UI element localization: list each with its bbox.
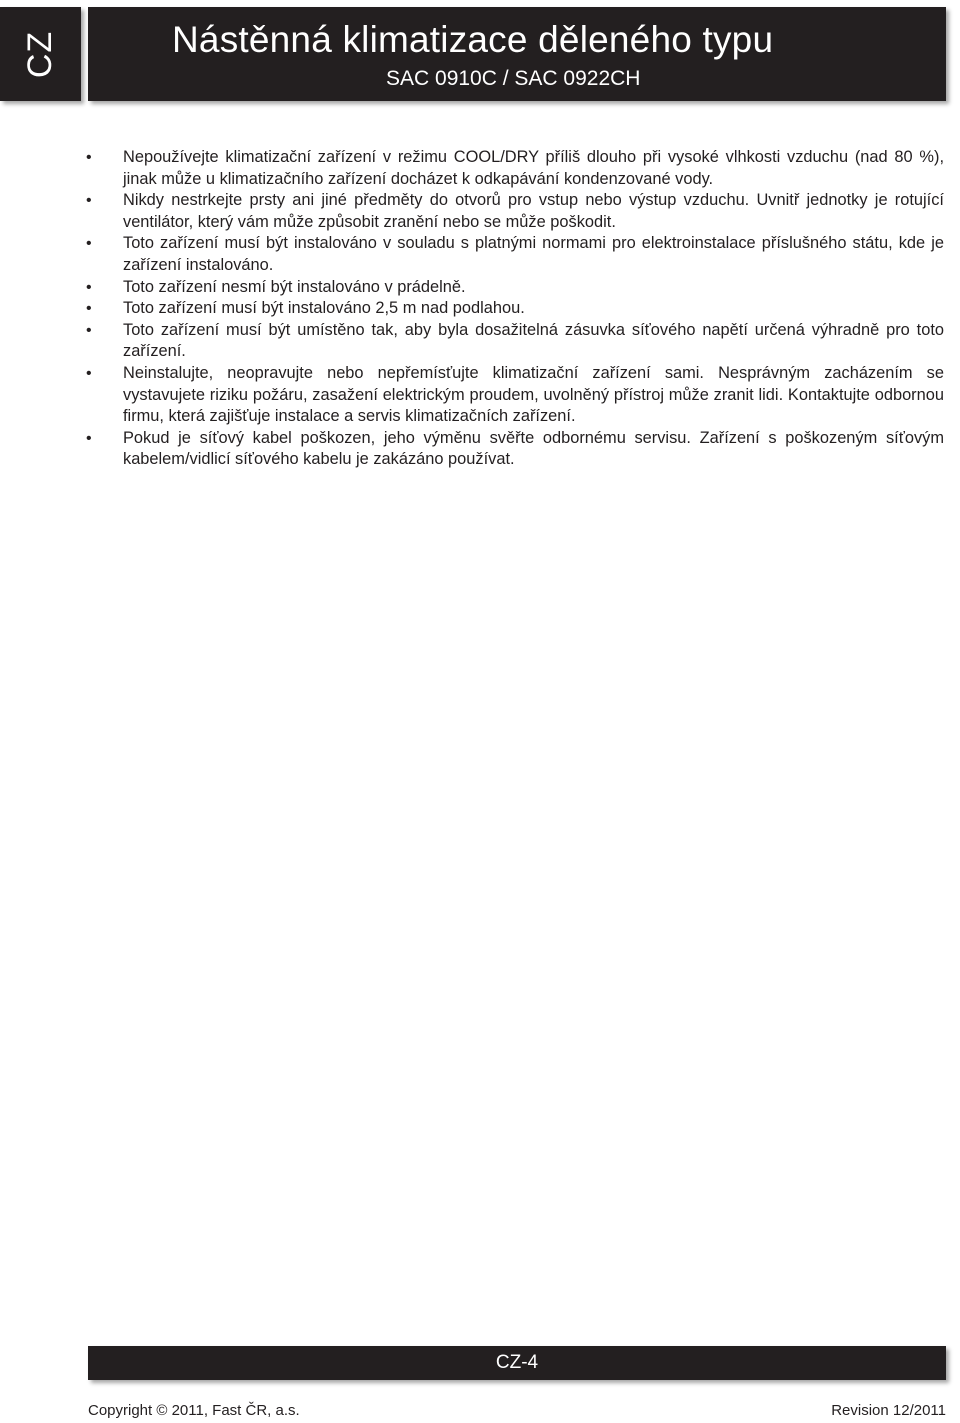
copyright-text: Copyright © 2011, Fast ČR, a.s. (88, 1402, 300, 1419)
bullet-icon: • (86, 235, 92, 253)
list-item (86, 147, 944, 190)
language-tab (0, 7, 81, 101)
list-item (86, 363, 944, 428)
list-item-text: Neinstalujte, neopravujte nebo nepřemísťujte klimatizační zařízení sami. Nesprávným zacházením se vystavujete riziku požáru, zasažení elektrickým proudem, uvolněný přístroj může zranit lidi. Kontaktujte odbornou firmu, která zajišťuje instalace a servis klimatizačních zařízení. (123, 363, 944, 426)
list-item (86, 190, 944, 233)
bullet-icon: • (86, 278, 92, 296)
list-item (86, 277, 944, 299)
bullet-icon: • (86, 364, 92, 382)
list-item (86, 233, 944, 276)
bullet-icon: • (86, 192, 92, 210)
list-item-text: Nikdy nestrkejte prsty ani jiné předměty do otvorů pro vstup nebo výstup vzduchu. Uvnitř jednotky je rotující ventilátor, který vám může způsobit zranění nebo se může poškodit. (123, 191, 944, 231)
bullet-icon: • (86, 321, 92, 339)
list-item (86, 320, 944, 363)
list-item-text: Toto zařízení musí být umístěno tak, aby byla dosažitelná zásuvka síťového napětí určená výhradně pro toto zařízení. (123, 320, 944, 361)
header-band (88, 7, 946, 101)
list-item (86, 298, 944, 320)
list-item-text: Toto zařízení musí být instalováno 2,5 m nad podlahou. (123, 299, 525, 318)
list-item-text: Pokud je síťový kabel poškozen, jeho výměnu svěřte odbornému servisu. Zařízení s poškozeným síťovým kabelem/vidlicí síťového kabelu je zakázáno používat. (123, 428, 944, 469)
language-code: CZ (20, 30, 59, 78)
revision-text: Revision 12/2011 (831, 1402, 946, 1419)
model-subtitle: SAC 0910C / SAC 0922CH (386, 67, 641, 90)
page-number: CZ-4 (495, 1352, 539, 1373)
safety-instructions-list (86, 147, 944, 471)
bullet-icon: • (86, 300, 92, 318)
bullet-icon: • (86, 429, 92, 447)
list-item-text: Toto zařízení nesmí být instalováno v prádelně. (123, 277, 466, 296)
list-item-text: Toto zařízení musí být instalováno v souladu s platnými normami pro elektroinstalace příslušného státu, kde je zařízení instalováno. (123, 234, 944, 274)
bullet-icon: • (86, 149, 92, 166)
footer-band (88, 1346, 946, 1380)
list-item (86, 428, 944, 471)
list-item-text: Nepoužívejte klimatizační zařízení v režimu COOL/DRY příliš dlouho při vysoké vlhkosti vzduchu (nad 80 %), jinak může u klimatizačního zařízení docházet k odkapávání kondenzované vody. (123, 148, 944, 188)
page-title: Nástěnná klimatizace děleného typu (172, 19, 774, 60)
